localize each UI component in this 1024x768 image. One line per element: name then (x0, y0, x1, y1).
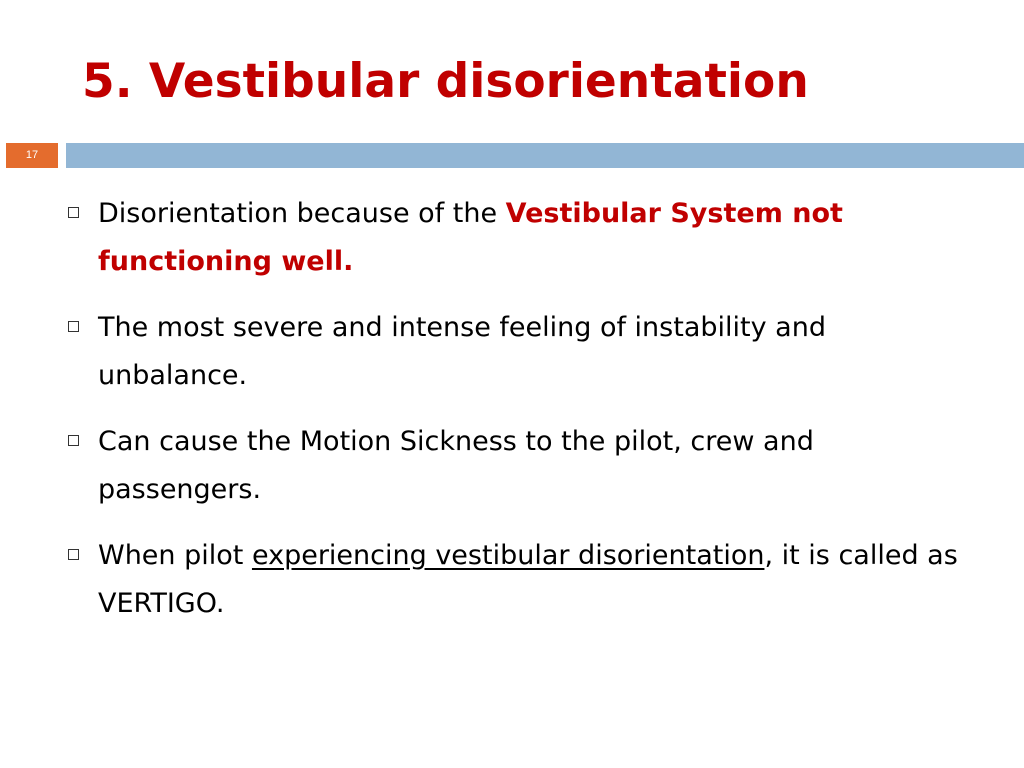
page-number-badge: 17 (6, 143, 58, 168)
bullet-item (64, 418, 964, 514)
bullet-text-end: , it is called as VERTIGO. (98, 540, 958, 619)
bullet-text: The most severe and intense feeling of instability and unbalance. (98, 312, 826, 391)
underlined-text: experiencing vestibular disorientation (251, 540, 765, 571)
bullet-item (64, 532, 964, 628)
bullet-item (64, 304, 964, 400)
bullet-text: Can cause the Motion Sickness to the pilot, crew and passengers. (98, 426, 814, 505)
bullet-item (64, 190, 964, 286)
square-bullet-icon (68, 435, 79, 446)
square-bullet-icon (68, 321, 79, 332)
emphasized-text: Vestibular System not functioning well. (98, 198, 843, 277)
bullet-list (64, 190, 964, 646)
square-bullet-icon (68, 549, 79, 560)
square-bullet-icon (68, 207, 79, 218)
title-divider-bar (66, 143, 1024, 168)
bullet-text: When pilot (98, 540, 252, 571)
bullet-text: Disorientation because of the (98, 198, 506, 229)
slide-title: 5. Vestibular disorientation (82, 54, 809, 109)
